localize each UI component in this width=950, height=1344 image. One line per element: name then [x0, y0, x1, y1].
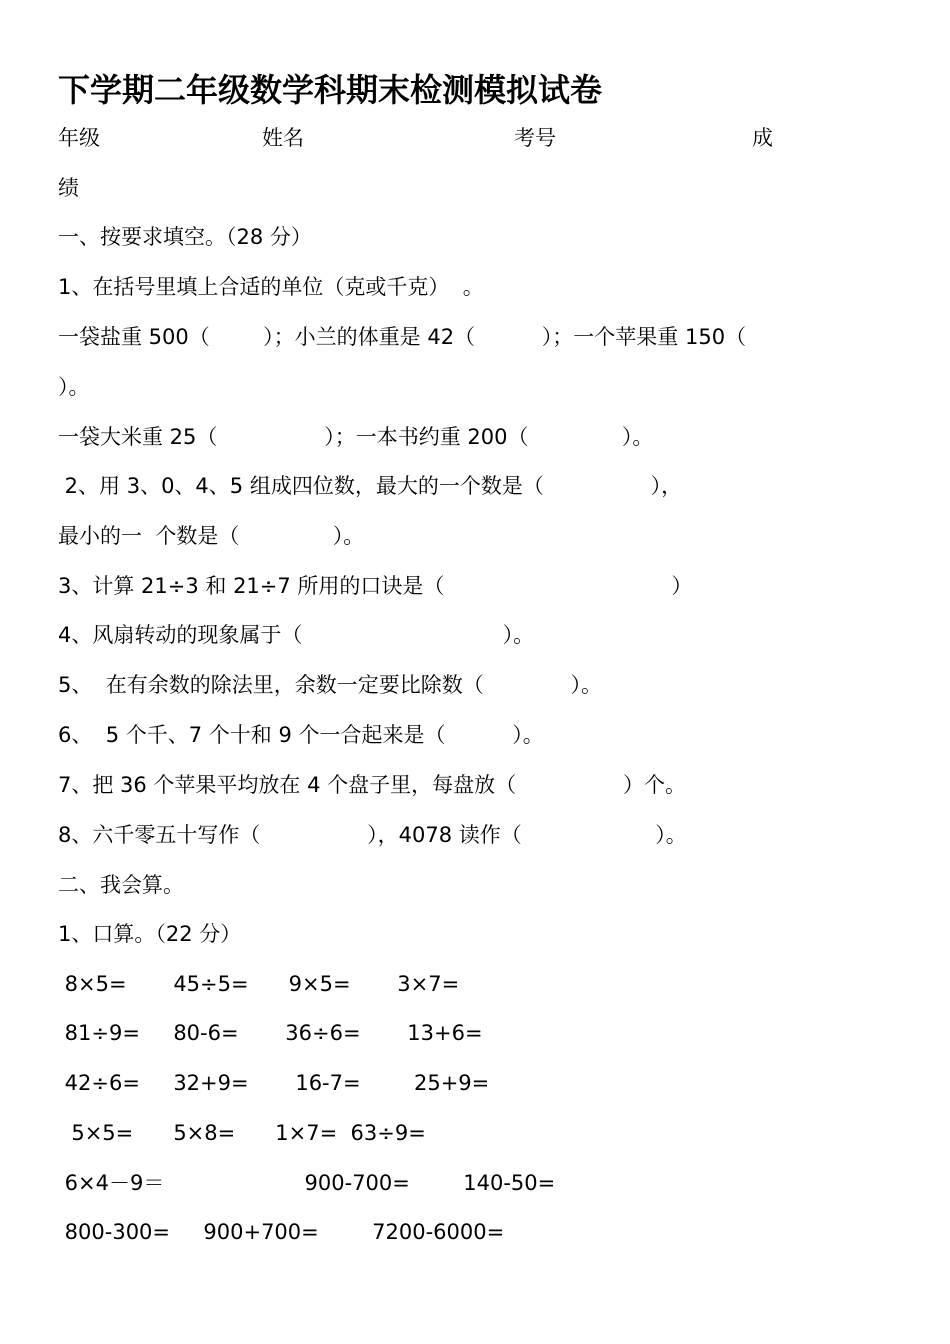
page-title: 下学期二年级数学科期末检测模拟试卷	[58, 71, 603, 109]
question-7: 7、把 36 个苹果平均放在 4 个盘子里，每盘放（ ）个。	[58, 773, 686, 797]
calc-row: 800-300= 900+700= 7200-6000=	[58, 1220, 505, 1244]
question-3: 3、计算 21÷3 和 21÷7 所用的口诀是（ ）	[58, 574, 693, 598]
question-4: 4、风扇转动的现象属于（ ）。	[58, 623, 535, 647]
question-2-line1: 2、用 3、0、4、5 组成四位数，最大的一个数是（ ），	[58, 474, 683, 498]
question-6: 6、 5 个千、7 个十和 9 个一合起来是（ ）。	[58, 723, 544, 747]
question-1-line1: 一袋盐重 500（ ）；小兰的体重是 42（ ）；一个苹果重 150（	[58, 325, 747, 349]
section2-heading: 二、我会算。	[58, 873, 184, 897]
section1-heading: 一、按要求填空。（28 分）	[58, 225, 312, 249]
question-2-line2: 最小的一 个数是（ ）。	[58, 524, 365, 548]
question-1-line2: ）。	[58, 375, 90, 399]
score-label-part1: 成	[752, 126, 773, 150]
question-1-line3: 一袋大米重 25（ ）；一本书约重 200（ ）。	[58, 425, 654, 449]
question-1: 1、在括号里填上合适的单位（克或千克） 。	[58, 275, 484, 299]
question-8: 8、六千零五十写作（ ），4078 读作（ ）。	[58, 823, 687, 847]
exam-number-label: 考号	[514, 126, 556, 150]
calc-row: 81÷9= 80-6= 36÷6= 13+6=	[58, 1021, 483, 1045]
calc-row: 6×4－9＝ 900-700= 140-50=	[58, 1171, 556, 1195]
score-label-part2: 绩	[58, 176, 79, 200]
oral-calc-heading: 1、口算。（22 分）	[58, 922, 242, 946]
calc-row: 42÷6= 32+9= 16-7= 25+9=	[58, 1071, 490, 1095]
grade-label: 年级	[58, 126, 100, 150]
question-5: 5、 在有余数的除法里，余数一定要比除数（ ）。	[58, 673, 602, 697]
name-label: 姓名	[262, 126, 304, 150]
calc-row: 5×5= 5×8= 1×7= 63÷9=	[58, 1121, 426, 1145]
calc-row: 8×5= 45÷5= 9×5= 3×7=	[58, 972, 460, 996]
